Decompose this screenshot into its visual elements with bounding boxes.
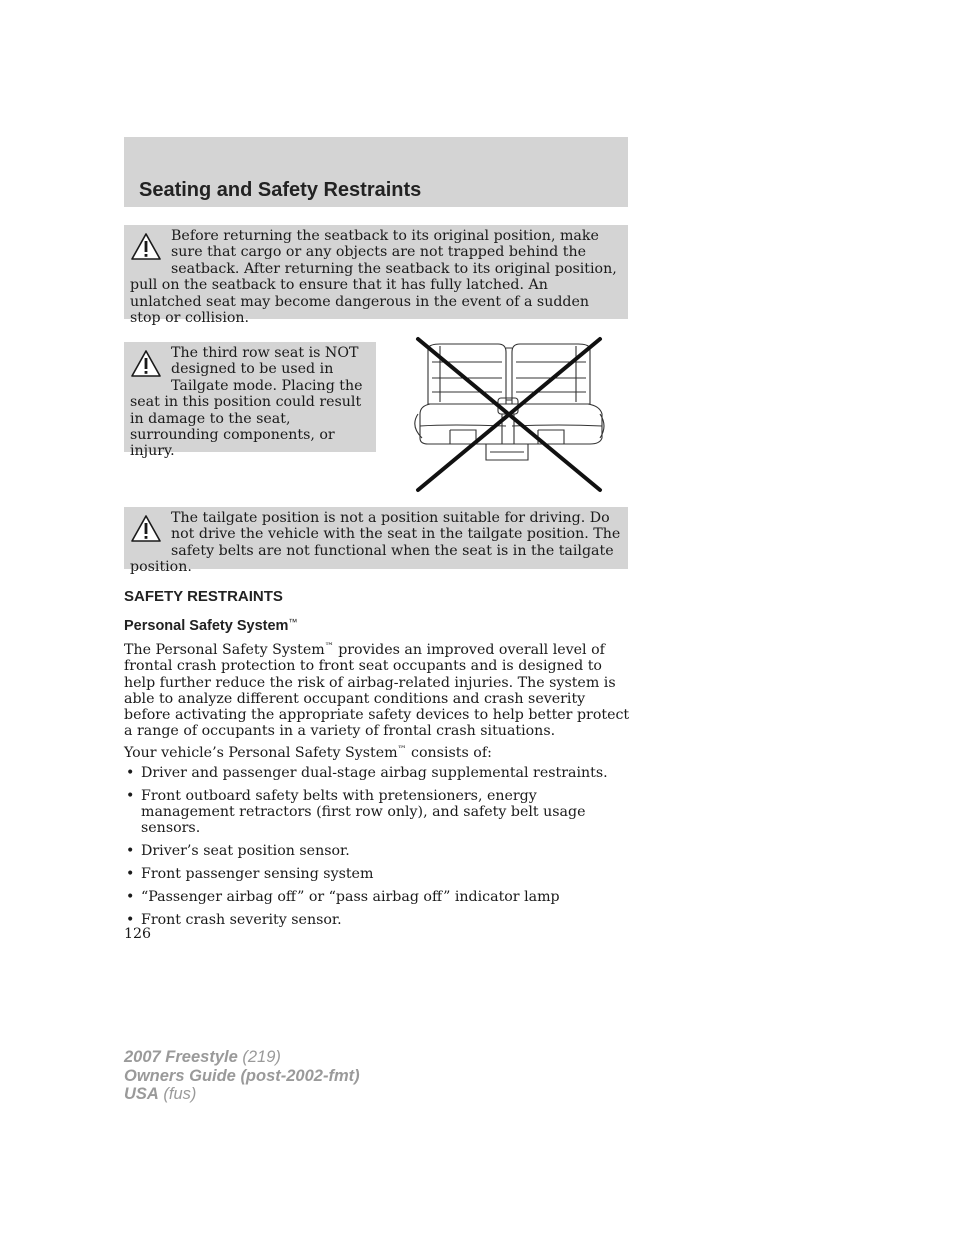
consists-paragraph (124, 742, 630, 761)
warning-triangle-icon (130, 349, 162, 379)
document-footer (124, 1048, 360, 1104)
footer-model-code: (219) (237, 1048, 281, 1066)
list-item: • Front crash severity sensor. (124, 912, 630, 928)
warning-box (124, 342, 376, 460)
trademark-mark: ™ (397, 745, 407, 755)
consists-text-start: Your vehicle’s Personal Safety System (124, 745, 398, 761)
list-item: • “Passenger airbag off” or “pass airbag off” indicator lamp (124, 889, 630, 905)
page-title: Seating and Safety Restraints (139, 179, 422, 201)
footer-market: USA (124, 1085, 159, 1103)
header-band (124, 137, 628, 207)
footer-guide: Owners Guide (post-2002-fmt) (124, 1066, 360, 1085)
list-item: • Front outboard safety belts with pretensioners, energy management retractors (first row only), and safety belt usage sensors. (124, 788, 630, 837)
section-title: SAFETY RESTRAINTS (124, 588, 283, 605)
page-number: 126 (124, 926, 152, 942)
footer-market-code: (fus) (158, 1085, 197, 1103)
trademark-mark: ™ (288, 617, 298, 627)
intro-text-rest: provides an improved overall level of frontal crash protection to front seat occupants and is designed to help further reduce the risk of airbag-related injuries. The system is able to analyze different occupant conditions and crash severity before activating the appropriate safety devices to help better protect a range of occupants in a variety of frontal crash situations. (124, 642, 630, 740)
warning-triangle-icon (130, 514, 162, 544)
warning-triangle-icon (130, 232, 162, 262)
list-item: • Driver’s seat position sensor. (124, 843, 630, 859)
intro-paragraph (124, 639, 630, 740)
subsection-title-text: Personal Safety System (124, 618, 289, 634)
intro-text-start: The Personal Safety System (124, 642, 325, 658)
warning-text: The third row seat is NOT designed to be used in Tailgate mode. Placing the seat in this position could result in damage to the seat, surrounding components, or injury. (130, 345, 363, 460)
subsection-title (124, 617, 297, 634)
list-item: • Driver and passenger dual-stage airbag supplemental restraints. (124, 765, 630, 781)
component-list (124, 765, 630, 934)
footer-model: 2007 Freestyle (124, 1048, 238, 1066)
tailgate-seat-crossed-out-illustration (410, 334, 608, 498)
warning-text: Before returning the seatback to its original position, make sure that cargo or any objects are not trapped behind the seatback. After returning the seatback to its original position, pull on the seatback to ensure that it has fully latched. An unlatched seat may become dangerous in the event of a sudden stop or collision. (130, 228, 617, 327)
trademark-mark: ™ (324, 642, 334, 652)
warning-text: The tailgate position is not a position suitable for driving. Do not drive the vehicle with the seat in the tailgate position. The safety belts are not functional when the seat is in the tailgate position. (130, 510, 621, 576)
consists-text-rest: consists of: (406, 745, 492, 761)
warning-box (124, 507, 628, 576)
warning-box (124, 225, 628, 327)
list-item: • Front passenger sensing system (124, 866, 630, 882)
